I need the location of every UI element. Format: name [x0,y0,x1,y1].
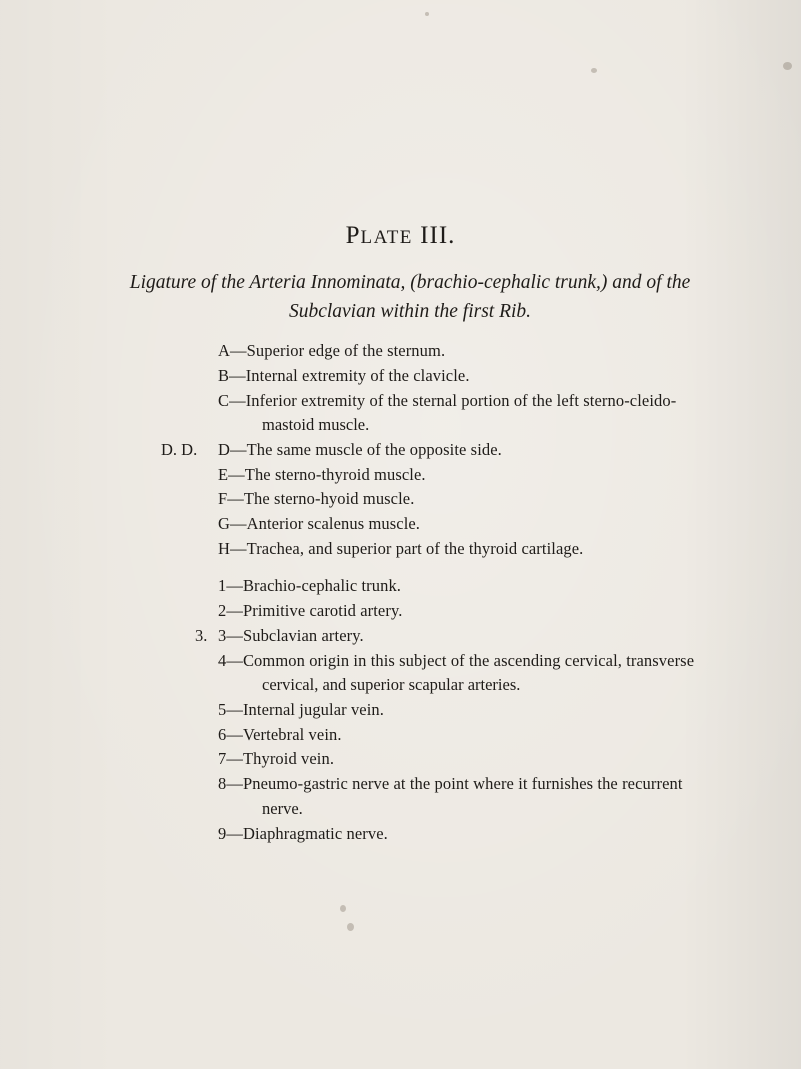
subtitle-line-2: Subclavian within the first Rib. [288,301,532,322]
letter-key-item: D—The same muscle of the opposite side. [218,440,502,459]
number-key-item-continuation: nerve. [262,799,303,818]
letter-key-item: E—The sterno-thyroid muscle. [218,465,426,484]
foxing-spot [783,62,792,70]
plate-title [0,222,801,250]
number-key-item-continuation: cervical, and superior scapular arteries. [262,675,521,694]
foxing-spot [591,68,597,73]
number-key-item: 1—Brachio-cephalic trunk. [218,576,402,595]
subtitle-line-1: Ligature of the Arteria Innominata, (brachio-cephalic trunk,) and of the [129,272,691,293]
number-key-item: 9—Diaphragmatic nerve. [218,824,388,843]
plate-title-numeral: III. [420,222,456,249]
margin-mark-3: 3. [195,626,208,645]
plate-title-rest: LATE [360,227,413,248]
number-key-item: 2—Primitive carotid artery. [218,601,403,620]
number-key-item: 8—Pneumo-gastric nerve at the point where it furnishes the recurrent [218,774,683,793]
number-key-item: 4—Common origin in this subject of the ascending cervical, transverse [218,651,695,670]
plate-subtitle [70,268,750,326]
number-key-item: 6—Vertebral vein. [218,725,342,744]
foxing-spot [425,12,429,16]
letter-key-item-continuation: mastoid muscle. [262,415,370,434]
margin-mark-d-d: D. D. [161,440,198,459]
number-key-item: 5—Internal jugular vein. [218,700,384,719]
number-key-item: 3—Subclavian artery. [218,626,364,645]
letter-key-item: G—Anterior scalenus muscle. [218,514,421,533]
letter-key-item: F—The sterno-hyoid muscle. [218,489,415,508]
foxing-spot [347,923,354,931]
number-key-item: 7—Thyroid vein. [218,749,335,768]
letter-key-item: B—Internal extremity of the clavicle. [218,366,470,385]
letter-key-item: H—Trachea, and superior part of the thyroid cartilage. [218,539,584,558]
letter-key-item: C—Inferior extremity of the sternal portion of the left sterno-cleido- [218,391,677,410]
foxing-spot [340,905,346,912]
letter-key-item: A—Superior edge of the sternum. [218,341,446,360]
plate-title-initial: P [345,222,361,249]
